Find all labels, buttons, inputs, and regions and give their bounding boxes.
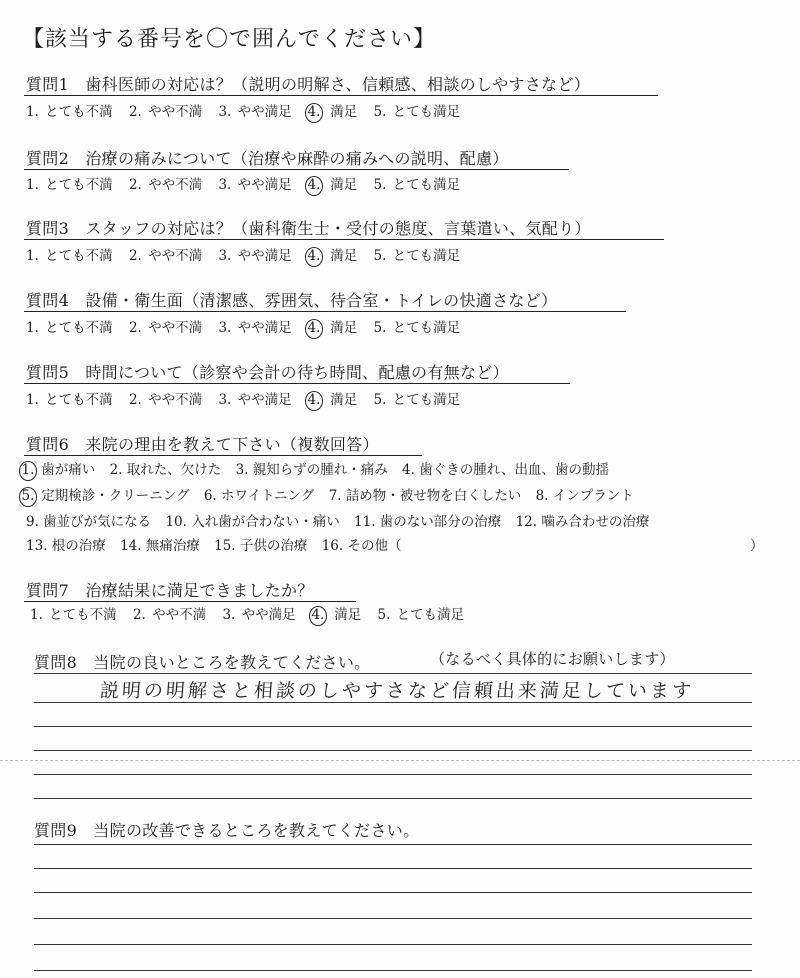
q3-option-4-label: 満足 <box>330 248 358 264</box>
question-3-options <box>26 244 470 267</box>
question-2-options <box>26 173 470 196</box>
q6-reason-14[interactable]: 14. 無痛治療 <box>120 538 200 554</box>
selected-circle: 4. <box>305 247 323 267</box>
q3-option-5[interactable]: 5. とても満足 <box>373 248 461 264</box>
q6-reason-5-selected[interactable]: 5. 定期検診・クリーニング <box>22 484 190 507</box>
q6-reason-12[interactable]: 12. 噛み合わせの治療 <box>515 514 650 530</box>
q1-option-1[interactable]: 1. とても不満 <box>26 104 113 120</box>
q6-row-4 <box>26 534 411 554</box>
selected-circle: 4. <box>309 606 327 626</box>
paper-fold <box>0 760 800 761</box>
question-5-options <box>26 388 470 411</box>
q9-answer-line-3[interactable] <box>34 892 752 893</box>
question-5-underline <box>24 383 570 384</box>
q5-option-4-label: 満足 <box>330 392 358 408</box>
q7-option-3[interactable]: 3. やや満足 <box>222 607 296 623</box>
q6-row-3 <box>26 510 659 530</box>
q6-reason-4[interactable]: 4. 歯ぐきの腫れ、出血、歯の動揺 <box>402 462 610 478</box>
q6-reason-8[interactable]: 8. インプラント <box>535 488 634 504</box>
question-2-title: 質問2 治療の痛みについて（治療や麻酔の痛みへの説明、配慮） <box>26 149 509 168</box>
q7-option-5[interactable]: 5. とても満足 <box>377 607 465 623</box>
q4-option-3[interactable]: 3. やや満足 <box>218 320 292 336</box>
question-1-underline <box>24 95 658 96</box>
q2-option-2[interactable]: 2. やや不満 <box>128 177 203 193</box>
q5-option-4-selected[interactable] <box>308 388 357 411</box>
question-6-title: 質問6 来院の理由を教えて下さい（複数回答） <box>26 435 379 454</box>
q3-option-3[interactable]: 3. やや満足 <box>218 248 292 264</box>
q8-answer-line-4 <box>34 750 752 751</box>
q6-reason-2[interactable]: 2. 取れた、欠けた <box>109 462 222 478</box>
q2-option-1[interactable]: 1. とても不満 <box>26 177 113 193</box>
q8-answer-line-3 <box>34 726 752 727</box>
q8-answer-line-6 <box>34 798 752 799</box>
q4-option-4-label: 満足 <box>330 320 358 336</box>
q6-other-close-paren: ） <box>750 538 764 554</box>
q6-reason-7[interactable]: 7. 詰め物・被せ物を白くしたい <box>328 488 522 504</box>
q3-option-2[interactable]: 2. やや不満 <box>128 248 203 264</box>
question-7-title: 質問7 治療結果に満足できましたか？ <box>26 581 314 600</box>
q2-option-3[interactable]: 3. やや満足 <box>218 177 292 193</box>
q6-reason-6[interactable]: 6. ホワイトニング <box>203 488 315 504</box>
q8-handwritten-answer[interactable]: 説明の明解さと相談のしやすさなど信頼出来満足しています <box>99 680 695 702</box>
q4-option-5[interactable]: 5. とても満足 <box>373 320 461 336</box>
q6-row-2 <box>22 484 644 507</box>
q2-option-4-label: 満足 <box>330 177 358 193</box>
q1-option-4-label: 満足 <box>330 104 358 120</box>
q8-answer-line-1 <box>34 673 752 674</box>
q2-option-5[interactable]: 5. とても満足 <box>373 177 461 193</box>
q6-reason-3[interactable]: 3. 親知らずの腫れ・痛み <box>235 462 388 478</box>
q1-option-3[interactable]: 3. やや満足 <box>218 104 292 120</box>
form-header: 【該当する番号を〇で囲んでください】 <box>22 27 437 52</box>
selected-circle: 5. <box>19 487 37 507</box>
q9-answer-line-5[interactable] <box>34 944 752 945</box>
q6-reason-15[interactable]: 15. 子供の治療 <box>214 538 308 554</box>
q6-reason-11[interactable]: 11. 歯のない部分の治療 <box>354 514 502 530</box>
question-2-underline <box>24 169 569 170</box>
question-5-title: 質問5 時間について（診察や会計の待ち時間、配慮の有無など） <box>26 363 509 382</box>
question-4-title: 質問4 設備・衛生面（清潔感、雰囲気、待合室・トイレの快適さなど） <box>26 291 558 310</box>
q1-option-5[interactable]: 5. とても満足 <box>373 104 461 120</box>
q7-option-4-label: 満足 <box>334 607 362 623</box>
question-8-note: （なるべく具体的にお願いします） <box>430 650 675 668</box>
q5-option-3[interactable]: 3. やや満足 <box>218 392 292 408</box>
q9-answer-line-1[interactable] <box>34 844 752 845</box>
q6-reason-10[interactable]: 10. 入れ歯が合わない・痛い <box>165 514 340 530</box>
q8-answer-line-2 <box>34 702 752 703</box>
q6-reason-9[interactable]: 9. 歯並びが気になる <box>26 514 152 530</box>
q5-option-2[interactable]: 2. やや不満 <box>128 392 203 408</box>
q5-option-1[interactable]: 1. とても不満 <box>26 392 113 408</box>
q4-option-4-selected[interactable] <box>308 316 357 339</box>
q9-answer-line-4[interactable] <box>34 918 752 919</box>
q3-option-4-selected[interactable] <box>308 244 357 267</box>
q6-row-1 <box>22 458 619 481</box>
q9-answer-line-2[interactable] <box>34 868 752 869</box>
q1-option-4-selected[interactable] <box>308 100 357 123</box>
question-4-underline <box>24 311 626 312</box>
q6-reason-16[interactable]: 16. その他（ <box>321 538 402 554</box>
question-7-underline <box>24 601 356 602</box>
q4-option-1[interactable]: 1. とても不満 <box>26 320 113 336</box>
selected-circle: 4. <box>305 319 323 339</box>
q7-option-4-selected[interactable] <box>312 603 361 626</box>
q9-answer-line-6[interactable] <box>34 970 752 971</box>
question-7-options <box>30 603 474 626</box>
q8-answer-line-5 <box>34 774 752 775</box>
selected-circle: 4. <box>305 391 323 411</box>
question-9-title: 質問9 当院の改善できるところを教えてください。 <box>34 821 420 840</box>
question-3-underline <box>24 239 664 240</box>
q7-option-1[interactable]: 1. とても不満 <box>30 607 117 623</box>
q6-reason-1-selected[interactable]: 1. 歯が痛い <box>22 458 95 481</box>
question-6-underline <box>24 455 422 456</box>
question-1-options <box>26 100 470 123</box>
selected-circle: 4. <box>305 176 323 196</box>
question-3-title: 質問3 スタッフの対応は？（歯科衛生士・受付の態度、言葉遣い、気配り） <box>26 219 591 238</box>
q7-option-2[interactable]: 2. やや不満 <box>132 607 207 623</box>
q4-option-2[interactable]: 2. やや不満 <box>128 320 203 336</box>
q1-option-2[interactable]: 2. やや不満 <box>128 104 203 120</box>
q6-reason-13[interactable]: 13. 根の治療 <box>26 538 106 554</box>
selected-circle: 1. <box>19 461 37 481</box>
question-1-title: 質問1 歯科医師の対応は？（説明の明解さ、信頼感、相談のしやすさなど） <box>26 75 591 94</box>
question-8-title: 質問8 当院の良いところを教えてください。 <box>34 653 371 672</box>
q5-option-5[interactable]: 5. とても満足 <box>373 392 461 408</box>
selected-circle: 4. <box>305 103 323 123</box>
q3-option-1[interactable]: 1. とても不満 <box>26 248 113 264</box>
q2-option-4-selected[interactable] <box>308 173 357 196</box>
question-4-options <box>26 316 470 339</box>
